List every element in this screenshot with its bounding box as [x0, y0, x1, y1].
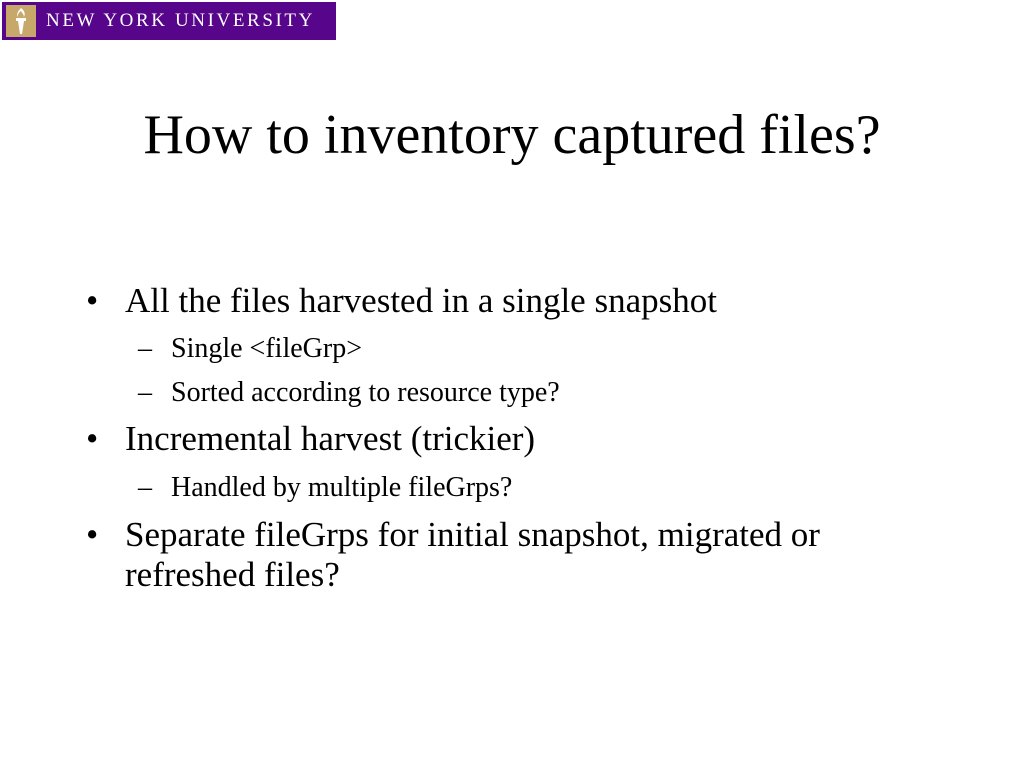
sub-bullet-item	[138, 333, 946, 365]
nyu-logo-banner	[2, 2, 336, 40]
bullet-marker: •	[86, 515, 99, 554]
slide-content	[86, 280, 946, 595]
bullet-text: Incremental harvest (trickier)	[125, 419, 536, 458]
slide-title: How to inventory captured files?	[143, 104, 881, 166]
sub-bullet-text: Sorted according to resource type?	[171, 377, 560, 408]
bullet-marker: •	[86, 419, 99, 458]
sub-bullet-item	[138, 377, 946, 409]
dash-marker: –	[138, 333, 152, 364]
bullet-item	[86, 419, 946, 459]
dash-marker: –	[138, 472, 152, 503]
university-name: NEW YORK UNIVERSITY	[46, 10, 315, 31]
bullet-text: All the files harvested in a single snapshot	[125, 281, 717, 320]
bullet-text: Separate fileGrps for initial snapshot, migrated or refreshed files?	[125, 515, 820, 594]
dash-marker: –	[138, 377, 152, 408]
torch-icon	[4, 4, 38, 38]
bullet-marker: •	[86, 281, 99, 320]
bullet-item	[86, 281, 946, 321]
sub-bullet-item	[138, 472, 946, 504]
bullet-item	[86, 515, 946, 595]
sub-bullet-text: Handled by multiple fileGrps?	[171, 472, 513, 503]
sub-bullet-text: Single <fileGrp>	[171, 333, 362, 364]
